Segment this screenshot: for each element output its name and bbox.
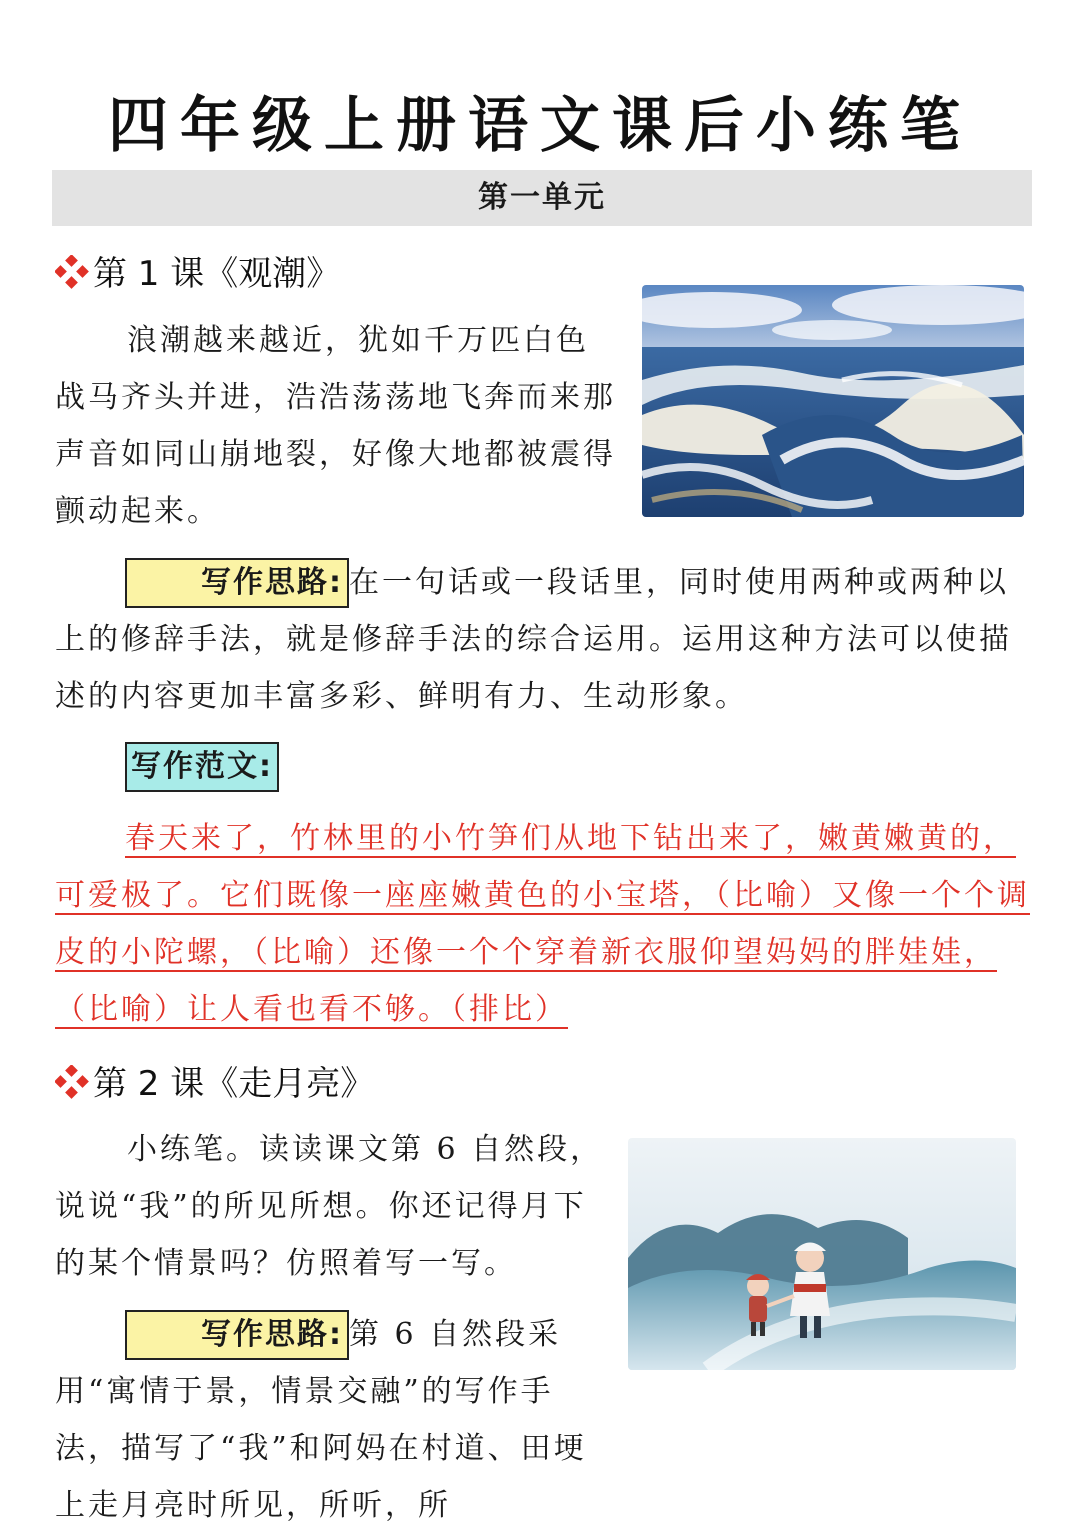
unit-heading: 第一单元: [52, 170, 1032, 226]
lesson-1-heading: [55, 246, 340, 295]
lesson-2-prompt: 小练笔。读读课文第 6 自然段，说说“我”的所见所想。你还记得月下的某个情景吗？仿照着写一写。: [55, 1132, 604, 1281]
sample-essay-text: 春天来了，竹林里的小竹笋们从地下钻出来了，嫩黄嫩黄的，可爱极了。它们既像一座座嫩黄色的小宝塔，（比喻）又像一个个调皮的小陀螺，（比喻）还像一个个穿着新衣服仰望妈妈的胖娃娃，（比喻）让人看也看不够。（排比）: [55, 821, 1030, 1027]
tide-illustration: [642, 285, 1024, 517]
lesson-1-sample-text: [55, 810, 1031, 1038]
sample-essay-tag: 写作范文:: [125, 742, 279, 792]
writing-idea-text: 在一句话或一段话里，同时使用两种或两种以上的修辞手法，就是修辞手法的综合运用。运用这种方法可以使描述的内容更加丰富多彩、鲜明有力、生动形象。: [55, 565, 1012, 714]
lesson-2-title: 第 2 课《走月亮》: [93, 1064, 375, 1104]
moonlight-walk-illustration: [628, 1138, 1016, 1370]
red-diamond-icon: [55, 1065, 89, 1099]
writing-idea-tag: 写作思路:: [125, 558, 349, 608]
page-title: 四年级上册语文课后小练笔: [108, 91, 972, 161]
lesson-1-title: 第 1 课《观潮》: [93, 254, 341, 294]
lesson-1-sample-label: [125, 738, 279, 795]
writing-idea-text: 第 6 自然段采用“寓情于景，情景交融”的写作手法，描写了“我”和阿妈在村道、田埂上走月亮时所见，所听，所: [55, 1317, 587, 1523]
red-diamond-icon: [55, 255, 89, 289]
writing-idea-tag: 写作思路:: [125, 1310, 349, 1360]
lesson-1-excerpt: 浪潮越来越近，犹如千万匹白色战马齐头并进，浩浩荡荡地飞奔而来那声音如同山崩地裂，好像大地都被震得颤动起来。: [55, 323, 616, 529]
lesson-2-heading: [55, 1056, 374, 1105]
lesson-2-idea: [55, 1306, 607, 1534]
lesson-1-idea: [55, 554, 1031, 725]
